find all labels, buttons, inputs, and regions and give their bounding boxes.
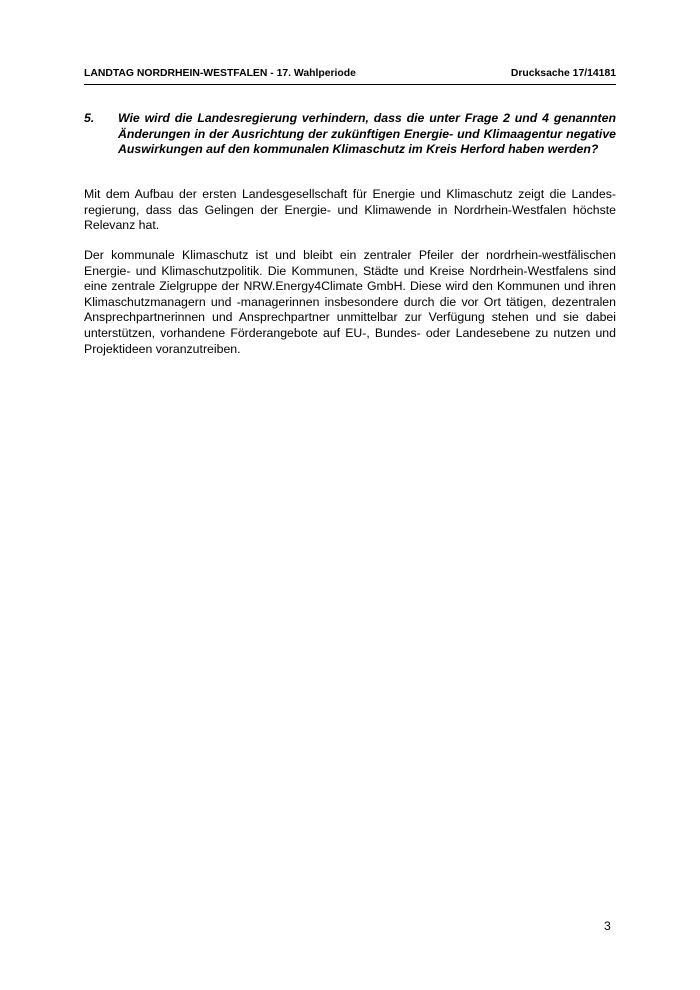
answer-paragraph-1: Mit dem Aufbau der ersten Landesgesellschaft für Energie und Klimaschutz zeigt die Landesregierung, dass das Gelingen der Energie- und Klimawende in Nordrhein-Westfalen höchste Relevanz hat. [84, 187, 616, 233]
page-number: 3 [604, 919, 611, 933]
question-text: Wie wird die Landesregierung verhindern, dass die unter Frage 2 und 4 genannten Änderungen in der Ausrichtung der zukünftigen Energie- und Klimaagentur negative Auswirkungen auf den kommunalen Klimaschutz im Kreis Herford haben werden? [118, 111, 616, 157]
question-number: 5. [84, 111, 95, 125]
answer-paragraph-2: Der kommunale Klimaschutz ist und bleibt ein zentraler Pfeiler der nordrhein-westfälischen Energie- und Klimaschutzpolitik. Die Kommunen, Städte und Kreise Nordrhein-Westfalens sind eine zentrale Zielgruppe der NRW.Energy4Climate GmbH. Diese wird den Kommunen und ihren Klimaschutzmanagern und -managerinnen insbesondere durch die vor Ort tätigen, dezentralen Ansprechpartnerinnen und Ansprechpartner unmittelbar zur Verfügung stehen und sie dabei unterstützen, vorhandene Förderangebote auf EU-, Bundes- oder Landesebene zu nutzen und Projektideen voranzutreiben. [84, 248, 616, 356]
question-block [84, 111, 616, 158]
header-document-number: Drucksache 17/14181 [510, 68, 616, 79]
page-header [84, 68, 616, 85]
header-parliament-title: LANDTAG NORDRHEIN-WESTFALEN - 17. Wahlperiode [84, 68, 356, 79]
